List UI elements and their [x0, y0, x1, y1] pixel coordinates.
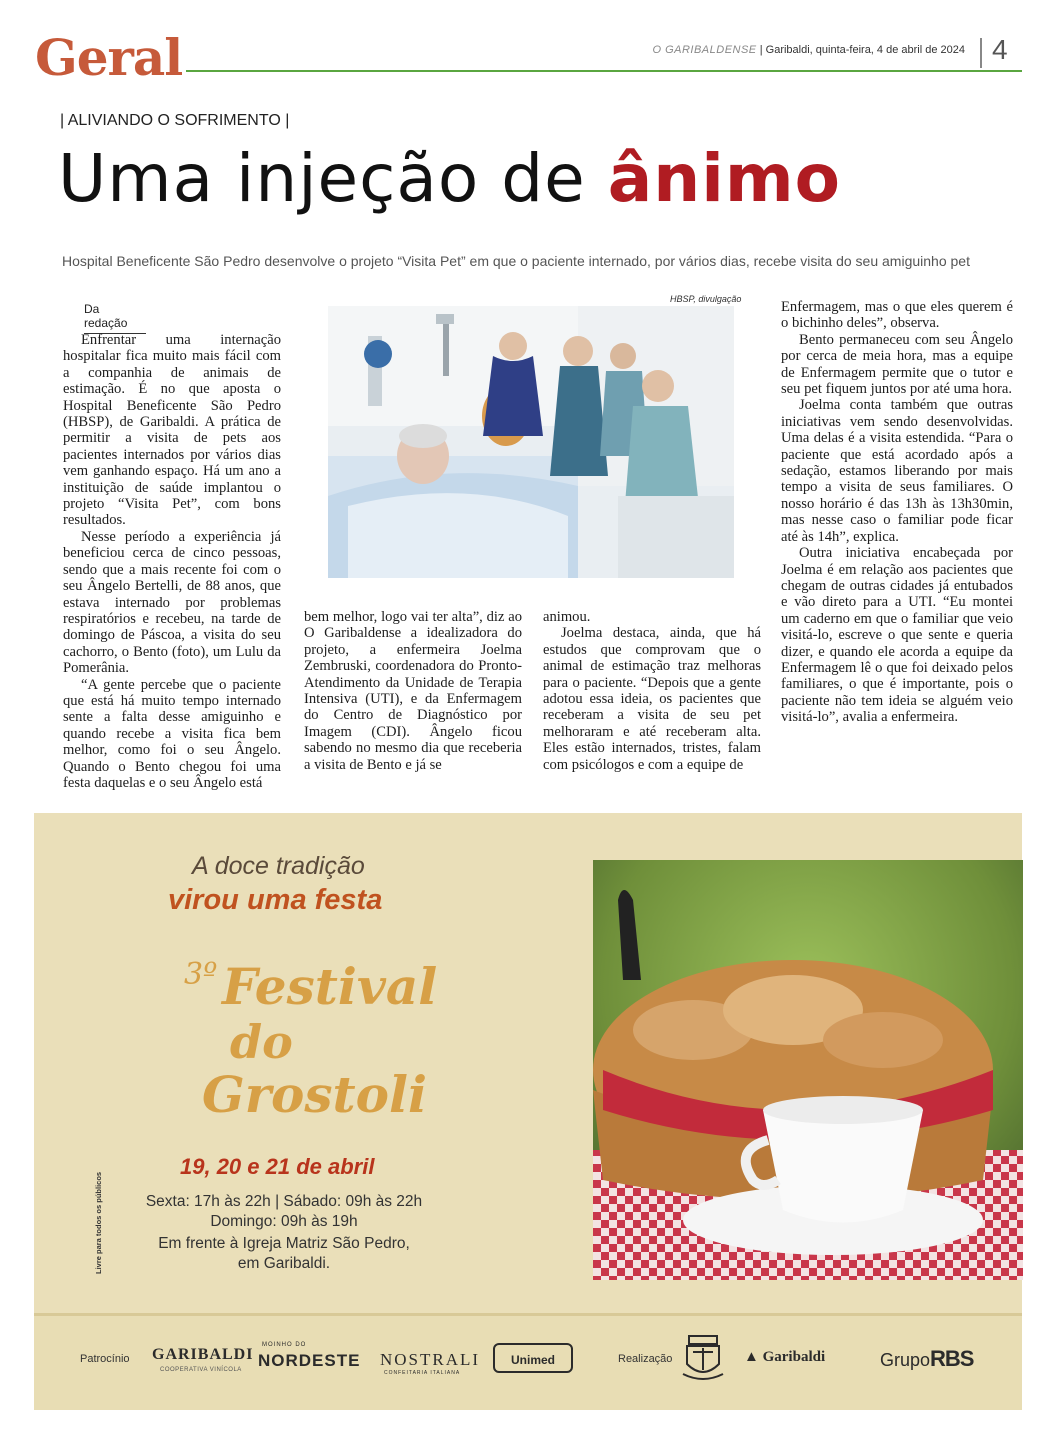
- headline: [58, 140, 841, 217]
- photo-credit: HBSP, divulgação: [670, 294, 742, 304]
- header-separator: |: [759, 44, 766, 56]
- garibaldi-cooperative-logo: GARIBALDI: [152, 1346, 254, 1363]
- ad-dates: 19, 20 e 21 de abril: [180, 1154, 375, 1179]
- dateline: Garibaldi, quinta-feira, 4 de abril de 2024: [765, 44, 965, 56]
- article-column-1: [63, 332, 281, 791]
- unimed-logo: Unimed: [493, 1343, 573, 1373]
- ad-schedule-1: Sexta: 17h às 22h | Sábado: 09h às 22h: [145, 1193, 423, 1210]
- festival-word-2: do: [230, 1015, 293, 1069]
- paragraph: Enfermagem, mas o que eles querem é o bichinho deles”, observa.: [781, 299, 1013, 332]
- paragraph: Joelma conta também que outras iniciativas vem sendo desenvolvidas. Uma delas é a visita estendida. “Para o paciente que está acordado após a sedação, estamos liberando por mais tempo a visita de seus familiares. O nosso horário é das 13h às 13h30min, mas nesse caso o familiar pode ficar até às 14h”, explica.: [781, 397, 1013, 545]
- mountain-icon: ▲: [744, 1349, 763, 1365]
- garibaldi-city-name: Garibaldi: [762, 1349, 826, 1365]
- subheadline: Hospital Beneficente São Pedro desenvolve o projeto “Visita Pet” em que o paciente internado, por vários dias, recebe visita do seu amiguinho pet: [62, 253, 970, 269]
- festival-word-3: Grostoli: [202, 1065, 427, 1124]
- ad-tagline-1: A doce tradição: [192, 852, 365, 880]
- page-number-divider: [980, 38, 982, 68]
- paragraph: Outra iniciativa encabeçada por Joelma é em relação aos pacientes que chegam de outras cidades já entubados e vão direto para a UTI. “Eu montei um caderno em que o familiar que veio visitá-lo, escreve o que sente e queria dizer, e quando ele acorda a equipe da Enfermagem lê o que foi deixado pelos familiares, o que é importante, pois o paciente não tem ideia se alguém veio visitá-lo”, avalia a enfermeira.: [781, 545, 1013, 726]
- article-column-2: [304, 609, 522, 773]
- ad-rating-note: Livre para todos os públicos: [94, 1171, 103, 1274]
- paragraph: “A gente percebe que o paciente que está há muito tempo internado sente a falta desse amiguinho e quando recebe a visita fica bem melhor, como foi o seu Ângelo. Quando o Bento chegou foi uma festa daquelas e o seu Ângelo está: [63, 676, 281, 791]
- article-column-3: [543, 609, 761, 773]
- moinho-nordeste-logo: NORDESTE: [258, 1351, 361, 1370]
- sponsor-label: Patrocínio: [80, 1353, 130, 1365]
- garibaldi-city-logo: [744, 1349, 825, 1366]
- paragraph: Joelma destaca, ainda, que há estudos que comprovam que o animal de estimação traz melhoras para o paciente. “Depois que a gente adotou essa ideia, os pacientes que receberam a visita de seu pet melhoraram e até receberam alta. Eles estão internados, tristes, falam com psicólogos e com a equipe de: [543, 625, 761, 773]
- rbs-label: RBS: [930, 1346, 974, 1371]
- grupo-rbs-logo: [880, 1346, 973, 1372]
- header-rule: [186, 70, 1022, 72]
- grupo-label: Grupo: [880, 1350, 931, 1370]
- paragraph: Enfrentar uma internação hospitalar fica muito mais fácil com a companhia de animais de estimação. É no que aposta o Hospital Beneficente São Pedro (HBSP), de Garibaldi. A prática de permitir a visita de pets aos pacientes internados por vários dias vem ganhando espaço. Há um ano a instituição de saúde implantou o projeto “Visita Pet”, com bons resultados.: [63, 332, 281, 529]
- nostrali-logo: NOSTRALI: [380, 1350, 481, 1369]
- page-number: 4: [992, 34, 1008, 65]
- paragraph: animou.: [543, 609, 591, 625]
- ad-schedule-2: Domingo: 09h às 19h: [210, 1213, 358, 1230]
- moinho-label: MOINHO DO: [262, 1342, 307, 1348]
- grostoli-photo-illustration: [593, 860, 1023, 1280]
- paragraph: bem melhor, logo vai ter alta”, diz ao O Garibaldense a idealizadora do projeto, a enfermeira Joelma Zembruski, coordenadora do Pronto-Atendimento da Unidade de Terapia Intensiva (UTI), e da Enfermagem do Centro de Diagnóstico por Imagem (CDI). Ângelo ficou sabendo no mesmo dia que receberia a visita de Bento e já se: [304, 609, 522, 773]
- hospital-photo-illustration: [328, 306, 734, 578]
- section-title: Geral: [35, 28, 183, 87]
- paragraph: Nesse período a experiência já beneficiou cerca de cinco pessoas, sendo que a mais recente foi com o seu Ângelo Bertelli, de 88 anos, que estava internado por problemas respiratórios e recebeu, na tarde de domingo de Páscoa, a visita do seu cachorro, o Bento (foto), um Lulu da Pomerânia.: [63, 528, 281, 677]
- city-crest-icon: [681, 1334, 725, 1382]
- festival-logo: [178, 946, 438, 1136]
- article-photo: [328, 306, 734, 578]
- ad-tagline-2: virou uma festa: [168, 884, 383, 916]
- garibaldi-cooperative-subtitle: COOPERATIVA VINÍCOLA: [160, 1367, 242, 1373]
- festival-word-1: Festival: [222, 957, 438, 1016]
- byline: Da redação: [84, 302, 146, 334]
- header-info: [600, 44, 965, 56]
- organizer-label: Realização: [618, 1353, 673, 1365]
- article-column-4: [781, 299, 1013, 726]
- ad-location-2: em Garibaldi.: [237, 1255, 331, 1272]
- headline-accent: ânimo: [607, 140, 841, 217]
- ad-photo: [593, 860, 1023, 1280]
- festival-number: 3º: [184, 957, 218, 992]
- nostrali-subtitle: CONFEITARIA ITALIANA: [384, 1370, 461, 1376]
- publication-name: O GARIBALDENSE: [652, 44, 757, 56]
- ad-location-1: Em frente à Igreja Matriz São Pedro,: [158, 1235, 410, 1252]
- headline-text: Uma injeção de: [58, 140, 608, 217]
- paragraph: Bento permaneceu com seu Ângelo por cerca de meia hora, mas a equipe de Enfermagem permite que o tutor e seu pet fiquem juntos por até uma hora.: [781, 331, 1013, 398]
- kicker: | ALIVIANDO O SOFRIMENTO |: [60, 112, 290, 129]
